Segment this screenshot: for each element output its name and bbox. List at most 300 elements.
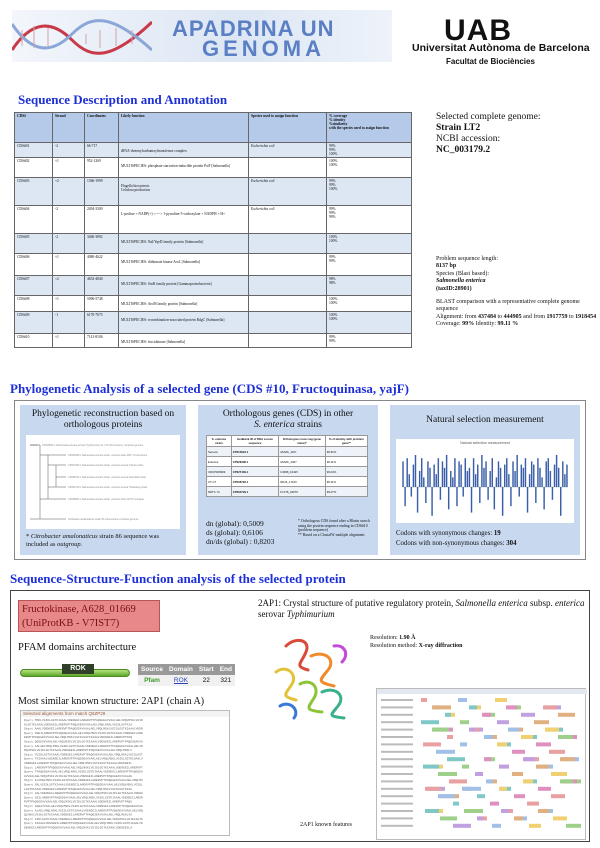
alignment-line: Sbjct LARERVPTPAQGGEAVVAALAELVRQLMSKLVGIDLGGTKIAAALVDENGEILARERVPT	[24, 766, 143, 770]
cell-function: MULTISPECIES: AroM family protein [Salmonella]	[119, 296, 249, 312]
cell-species: Escherichia coli	[249, 178, 327, 206]
cell-strand: +2	[53, 276, 85, 296]
ortho-row	[207, 477, 368, 487]
ortho-cell: F7A78_04975	[279, 487, 326, 497]
cell-coordinates: 6170-7075	[85, 312, 119, 334]
selection-bar	[496, 477, 497, 487]
similar-structure: Most similar known structure: 2AP1 (chain A)	[18, 696, 205, 707]
align-b2: 1918454	[575, 313, 597, 320]
alignment-line: Query NGEILARERVPTPAQGGEAVVAALAELVRQLMSKLVGIDLGGTKIAAALVDENGEILARE	[24, 731, 143, 735]
percentage-value: 99%	[329, 148, 336, 152]
ortho-cell: 99.91%	[325, 447, 367, 457]
pfam-col-header: End	[217, 664, 235, 675]
cell-cds: CDS#06	[15, 254, 53, 276]
ortho-cell: CP036702.1	[231, 477, 278, 487]
selection-bar	[556, 455, 557, 487]
feature-track-label	[381, 773, 413, 775]
col-header: Coordinates	[85, 113, 119, 143]
nonsyn-count: 304	[506, 540, 517, 547]
phylo-tree-box	[20, 405, 186, 555]
ortho-col-header: % of identity with problem gene**	[325, 436, 367, 447]
feature-track-mark	[438, 772, 457, 776]
alignment-line: Query TPAQGGEAVVAALAELVRQLMSKLVGIDLGGTKIAAALVDENGEILARERVPTPAQGGEA	[24, 770, 143, 774]
feature-track-mark	[499, 765, 509, 769]
ortho-cell: Serovar	[207, 447, 232, 457]
selection-bar	[475, 474, 476, 487]
feature-track-label	[381, 795, 413, 797]
alignment-text-figure	[21, 717, 230, 833]
feature-track-mark	[560, 779, 573, 783]
feature-track-mark	[447, 757, 465, 761]
cell-percentages	[327, 234, 412, 254]
selection-bar	[438, 458, 439, 487]
cell-function: MULTISPECIES: NaI/YqeD family protein [Salmonella]	[119, 234, 249, 254]
cell-percentages	[327, 296, 412, 312]
col-header: CDS#	[15, 113, 53, 143]
table-row	[15, 143, 412, 158]
selection-bar	[550, 471, 551, 487]
feature-track-label	[381, 706, 413, 708]
alignment-line: Query KIAAALVDENGEILARERVPTPAQGGEAVVAALAELVRQLMSKLVGIDLGGTKIAAALVD	[24, 822, 143, 826]
section-title-seq-desc: Sequence Description and Annotation	[18, 92, 228, 107]
accession: NC_003179.2	[436, 145, 491, 155]
taxid: (taxID:28901)	[436, 285, 472, 292]
ortho-cell: CP026308.1	[231, 457, 278, 467]
feature-track-mark	[560, 757, 575, 761]
feature-track-mark	[538, 787, 551, 791]
feature-track-label	[381, 803, 413, 805]
feature-track-mark	[423, 742, 441, 746]
selection-bar	[510, 487, 511, 506]
svg-text:CP015924.1 Salmonella enterica: CP015924.1 Salmonella enterica serovar Typhimurium str. LT2 chromosome, complete genome	[42, 444, 144, 447]
ncbi-label: NCBI accession:	[436, 134, 501, 144]
feature-track-mark	[534, 720, 549, 724]
cell-coordinates: 4080-4622	[85, 254, 119, 276]
pfam-end: 321	[217, 675, 235, 686]
feature-track-mark	[549, 750, 565, 754]
ds-value: ds (global): 0,6106	[206, 528, 263, 537]
feature-track-mark	[499, 787, 507, 791]
syn-count: 19	[493, 530, 501, 537]
percentage-value: 100%	[329, 187, 338, 191]
feature-track-mark	[536, 742, 551, 746]
natural-selection-box	[390, 405, 580, 555]
selection-bar	[527, 487, 528, 513]
svg-text:Citrobacter amalonaticus strai: Citrobacter amalonaticus strain 86 chromosome complete genome	[68, 518, 139, 521]
feature-track-mark	[477, 794, 485, 798]
feature-track-label	[381, 817, 413, 819]
alignment-line: AVVAALAELVRQLMSKLVGIDLGGTKIAAALVDENGEILARERVPTPAQGGEAVVAALAE	[24, 774, 133, 778]
feature-track-mark	[469, 705, 477, 709]
nonsynonymous-line: Codons with non-synonymous changes: 304	[396, 540, 517, 547]
selection-bar	[552, 487, 553, 500]
feature-track-mark	[425, 809, 439, 813]
problem-length: 8137 bp	[436, 263, 457, 270]
align-a1: 437484	[478, 313, 496, 320]
selection-bar	[543, 487, 544, 509]
selection-bar	[442, 461, 443, 487]
percentage-value: 100%	[329, 313, 338, 317]
ortho-cell: 99.11%	[325, 477, 367, 487]
feature-track-label	[381, 714, 413, 716]
apadrina-banner	[12, 10, 392, 62]
selection-bar	[521, 465, 522, 487]
percentage-value: 99%	[329, 207, 336, 211]
phylo-tree-note: * Citrobacter amalonaticus strain 86 sequence was included as outgroup.	[26, 533, 159, 548]
selection-bar	[500, 468, 501, 487]
selection-bar	[440, 487, 441, 500]
feature-track-label	[381, 810, 413, 812]
alignment-line: Query SKLVGIDLGGTKIAAALVDENGEILARERVPTPAQGGEAVVAALAELVRQLMSKLVGIDL	[24, 783, 143, 787]
feature-track-label	[381, 699, 413, 701]
features-viewer	[376, 688, 586, 840]
feature-track-mark	[566, 824, 581, 828]
ortho-cell: CP064729.1	[231, 487, 278, 497]
selection-bar	[560, 487, 561, 516]
pfam-col-header: Source	[138, 664, 166, 675]
cell-coordinates: 7141-8106	[85, 334, 119, 348]
dna-helix-icon	[12, 10, 152, 62]
faculty-name: Facultat de Biociències	[446, 57, 535, 66]
table-row	[15, 206, 412, 234]
selection-bar	[421, 458, 422, 487]
selection-bar	[431, 487, 432, 516]
table-row	[15, 158, 412, 178]
ortho-cell: CP015924.1	[231, 447, 278, 457]
feature-track-mark	[551, 772, 567, 776]
dnds-value: dn/ds (global) : 0,8203	[206, 537, 275, 546]
selection-bar	[512, 461, 513, 487]
selection-bar	[444, 468, 445, 487]
alignment-line: Alignment: from 437484 to 444905 and from 1917759 to 1918454	[436, 313, 597, 320]
cell-strand: -1	[53, 312, 85, 334]
table-header-row	[15, 113, 412, 143]
alignment-line: Sbjct AALVDENGEILARERVPTPAQGGEAVVAALAELVRQLMSKLVGIDLGGTKIAAALVDENG	[24, 792, 143, 796]
selection-bar	[483, 468, 484, 487]
feature-track-mark	[453, 802, 459, 806]
cell-function: MULTISPECIES: SinR family protein [Gammaproteobacteria]	[119, 276, 249, 296]
alignment-line: Sbjct VGIDLGGTKIAAALVDENGEILARERVPTPAQGGEAVVAALAELVRQLMSKLVGIDLGGT	[24, 753, 143, 757]
feature-track-mark	[490, 802, 499, 806]
feature-track-label	[381, 736, 413, 738]
selection-bar	[516, 455, 517, 487]
strain: Strain LT2	[436, 123, 481, 133]
feature-track-mark	[464, 809, 483, 813]
features-label: 2AP1 known features	[300, 822, 352, 828]
selection-bar	[458, 461, 459, 487]
uniprot-id: (UniProtKB - V7IST7)	[22, 618, 120, 629]
feature-track-mark	[423, 765, 439, 769]
cell-species: Escherichia coli	[249, 143, 327, 158]
table-row	[15, 312, 412, 334]
feature-track-label	[381, 721, 413, 723]
table-row	[15, 178, 412, 206]
selection-bar	[471, 487, 472, 513]
col-header: % coverage % identity %similarity with the species used to assign function	[327, 113, 412, 143]
section-title-ssf: Sequence-Structure-Function analysis of the selected protein	[10, 571, 346, 586]
cell-function: MULTISPECIES: fructokinase [Salmonella]	[119, 334, 249, 348]
cell-percentages	[327, 143, 412, 158]
ortho-cell: CRCP009999	[207, 467, 232, 477]
align-b1: 1917759	[546, 313, 568, 320]
feature-track-mark	[495, 698, 507, 702]
alignment-line: ERVPTPAQGGEAVVAALAELVRQLMSKLVGIDLGGTKIAAALVDENGEILARERVPTPAQ	[24, 736, 133, 740]
feature-track-mark	[536, 765, 549, 769]
selection-bar	[473, 458, 474, 487]
pfam-title: PFAM domains architecture	[18, 642, 137, 653]
feature-track-mark	[521, 735, 533, 739]
feature-track-mark	[421, 698, 427, 702]
cell-strand: +1	[53, 296, 85, 312]
cell-species	[249, 312, 327, 334]
selection-bar	[523, 468, 524, 487]
feature-track-mark	[436, 750, 455, 754]
percentage-value: 99%	[329, 183, 336, 187]
percentage-value: 99%	[329, 255, 336, 259]
feature-track-mark	[538, 809, 549, 813]
alignment-line: QLMSKLVGIDLGGTKIAAALVDENGEILARERVPTPAQGGEAVVAALAELVRQLMSKLVG	[24, 813, 133, 817]
cell-coordinates: 5096-5748	[85, 296, 119, 312]
percentage-value: 100%	[329, 301, 338, 305]
protein-structure-image	[256, 626, 366, 726]
alignment-viewer	[20, 710, 230, 836]
table-row	[15, 276, 412, 296]
selection-bar	[469, 468, 470, 487]
cell-coordinates: 952-1269	[85, 158, 119, 178]
feature-track-mark	[497, 742, 507, 746]
feature-track-mark	[512, 772, 523, 776]
selection-bar	[566, 465, 567, 487]
feature-track-mark	[527, 802, 539, 806]
selection-bar	[427, 461, 428, 487]
problem-length-label: Problem sequence length:	[436, 256, 498, 262]
cell-cds: CDS#05	[15, 234, 53, 254]
feature-track-mark	[523, 779, 533, 783]
selection-bar	[535, 487, 536, 503]
selection-bar	[562, 461, 563, 487]
cell-percentages	[327, 334, 412, 348]
feature-track-mark	[460, 742, 467, 746]
feature-track-mark	[484, 735, 493, 739]
selection-bar	[485, 461, 486, 487]
selection-bar	[423, 477, 424, 487]
protein-name-box	[18, 600, 160, 632]
blast-info	[436, 256, 598, 329]
selection-bar	[479, 487, 480, 503]
selection-bar	[548, 458, 549, 487]
cell-cds: CDS#10	[15, 334, 53, 348]
selection-chart-frame	[396, 439, 574, 523]
selection-bar	[502, 487, 503, 516]
ortho-cell: 99.04%	[325, 467, 367, 477]
selection-bar	[404, 487, 405, 506]
natural-selection-title: Natural selection measurement	[426, 415, 544, 425]
alignment-line: Sbjct AAALVDENGEILARERVPTPAQGGEAVVAALAELVRQLMSKLVGIDLGGTKIAAALVDEN	[24, 727, 143, 731]
table-row	[15, 296, 412, 312]
banner-line1: APADRINA UN	[172, 16, 335, 41]
cell-strand: -2	[53, 206, 85, 234]
features-track-figure	[377, 689, 587, 841]
cell-strand: +1	[53, 158, 85, 178]
feature-track-mark	[440, 816, 457, 820]
feature-track-mark	[523, 757, 535, 761]
resolution: 1.90 Å	[399, 635, 416, 641]
selection-bar	[436, 474, 437, 487]
cell-strand: -2	[53, 234, 85, 254]
feature-track-mark	[486, 779, 493, 783]
cell-percentages	[327, 206, 412, 234]
selection-bar	[487, 487, 488, 500]
selection-bar	[519, 487, 520, 497]
orthologs-box	[198, 405, 378, 555]
cell-cds: CDS#09	[15, 312, 53, 334]
banner-line2: GENOMA	[202, 36, 325, 61]
col-header: Strand	[53, 113, 85, 143]
selection-bar	[462, 487, 463, 497]
feature-track-mark	[421, 720, 439, 724]
pfam-source: Pfam	[138, 675, 166, 686]
method-line: Resolution method: X-ray diffraction	[370, 643, 463, 649]
percentage-value: 98%	[329, 277, 336, 281]
alignment-line: RQLMSKLVGIDLGGTKIAAALVDENGEILARERVPTPAQGGEAVVAALAELVRQLMSKLV	[24, 749, 133, 753]
selection-bar	[481, 455, 482, 487]
selection-bar	[429, 468, 430, 487]
cell-cds: CDS#01	[15, 143, 53, 158]
alignment-line: Query GEILARERVPTPAQGGEAVVAALAELVRQLMSKLVGIDLGGTKIAAALVDENGEILARER	[24, 796, 143, 800]
cell-function: MULTISPECIES: phosphate starvation-inducible protein PsiF [Salmonella]	[119, 158, 249, 178]
feature-track-mark	[469, 728, 475, 732]
ortho-cell: Enterica	[207, 457, 232, 467]
orthologs-title: Orthologous genes (CDS) in other S. enterica strains	[222, 409, 354, 430]
selection-bar	[465, 458, 466, 487]
selection-bar	[506, 458, 507, 487]
selection-bar	[533, 465, 534, 487]
feature-track-mark	[482, 713, 491, 717]
dn-value: dn (global): 0,5009	[206, 519, 264, 528]
selection-bar	[525, 458, 526, 487]
phylo-tree-figure	[26, 435, 180, 529]
cell-coordinates: 66-717	[85, 143, 119, 158]
cell-percentages	[327, 178, 412, 206]
cell-species	[249, 158, 327, 178]
species-label: Species (Blast based):	[436, 270, 489, 277]
cell-cds: CDS#03	[15, 178, 53, 206]
rok-domain-badge: ROK	[62, 664, 94, 674]
selection-bar	[467, 471, 468, 487]
cell-strand: +1	[53, 254, 85, 276]
pfam-start: 22	[196, 675, 217, 686]
cell-strand: -2	[53, 143, 85, 158]
selection-bar	[406, 458, 407, 487]
feature-track-mark	[543, 705, 557, 709]
selection-chart	[396, 447, 574, 523]
cell-function: Flagella biosyntesis Celulosa production	[119, 178, 249, 206]
cell-percentages	[327, 276, 412, 296]
ortho-cell: 99.07%	[325, 487, 367, 497]
cell-percentages	[327, 158, 412, 178]
alignment-header: Selected alignments from match Q6ZP29	[21, 711, 229, 717]
feature-track-mark	[432, 705, 451, 709]
feature-track-mark	[492, 824, 501, 828]
codon-changes	[396, 529, 576, 549]
feature-track-mark	[462, 765, 469, 769]
percentage-value: 100%	[329, 239, 338, 243]
selection-bar	[489, 471, 490, 487]
features-toolbar	[377, 689, 587, 694]
ortho-cell: A6A6K_1167	[279, 447, 326, 457]
feature-track-mark	[514, 816, 523, 820]
selection-bar	[409, 474, 410, 487]
synonymous-line: Codons with synonymous changes: 19	[396, 530, 501, 537]
col-header: Species used to assign function	[249, 113, 327, 143]
feature-track-mark	[497, 720, 509, 724]
percentage-value: 99%	[329, 144, 336, 148]
feature-track-mark	[458, 698, 467, 702]
ortho-cell: ND16_17100	[279, 477, 326, 487]
ortho-cell: CT-CT	[207, 477, 232, 487]
ortho-cell: A6A6K_2407	[279, 457, 326, 467]
cell-strand: +2	[53, 178, 85, 206]
feature-track-label	[381, 758, 413, 760]
cell-function: MULTISPECIES: recombination-associated protein RdgC [Salmonella]	[119, 312, 249, 334]
coverage: 99%	[462, 321, 475, 328]
cell-coordinates: 3460-3892	[85, 234, 119, 254]
table-row	[15, 254, 412, 276]
alignment-line: Sbjct QGGEAVVAALAELVRQLMSKLVGIDLGGTKIAAALVDENGEILARERVPTPAQGGEAVVA	[24, 740, 143, 744]
feature-track-mark	[558, 713, 575, 717]
selection-bar	[554, 465, 555, 487]
align-a2: 444905	[503, 313, 522, 320]
feature-track-mark	[453, 824, 471, 828]
cell-percentages	[327, 254, 412, 276]
svg-text:CP026308.1 Salmonella enterica: CP026308.1 Salmonella enterica subsp. enterica strain RM 7 chromosome	[68, 454, 148, 457]
percentage-value: 100%	[329, 317, 338, 321]
selection-bar	[417, 487, 418, 513]
ortho-col-header: Orthologous locus tag (gene name)*	[279, 436, 326, 447]
selection-bar	[460, 465, 461, 487]
selection-bar	[415, 455, 416, 487]
ortho-cell: CP027409.1	[231, 467, 278, 477]
selection-bar	[498, 461, 499, 487]
cell-percentages	[327, 312, 412, 334]
selection-bar	[402, 461, 403, 487]
cell-coordinates: 1366-1999	[85, 178, 119, 206]
svg-text:CP027409.1 Salmonella enterica: CP027409.1 Salmonella enterica subsp. enterica serovar Infantis strain	[68, 464, 144, 467]
ortho-footnotes: * Orthologous CDS found after a Blastn search using the protein sequence ending in CDS#10 (problem sequence) ** Based on a ClustalW multiple alignment.	[298, 519, 370, 537]
ortho-row	[207, 447, 368, 457]
orthologs-table	[206, 435, 368, 497]
genome-label: Selected complete genome:	[436, 112, 541, 122]
alignment-line: Query TKIAAALVDENGEILARERVPTPAQGGEAVVAALAELVRQLMSKLVGIDLGGTKIAAALV	[24, 757, 143, 761]
pfam-table	[138, 664, 235, 686]
table-row	[15, 334, 412, 348]
cell-function: L-proline + NADP(+) <----> 1-pyrroline-5-carboxylate + NADPH + H+	[119, 206, 249, 234]
selection-bar	[558, 468, 559, 487]
feature-track-label	[381, 788, 413, 790]
dnds-values	[206, 519, 296, 546]
alignment-line: Sbjct ELVRQLMSKLVGIDLGGTKIAAALVDENGEILARERVPTPAQGGEAVVAALAELVRQLMS	[24, 779, 143, 783]
selection-bar	[419, 471, 420, 487]
feature-track-label	[381, 743, 413, 745]
percentage-value: 98%	[329, 281, 336, 285]
cell-species: Escherichia coli	[249, 206, 327, 234]
ortho-cell: 99.11%	[325, 457, 367, 467]
selection-bar	[539, 468, 540, 487]
pfam-domain-link[interactable]: ROK	[166, 675, 196, 686]
alignment-line: Query MSKLVGIDLGGTKIAAALVDENGEILARERVPTPAQGGEAVVAALAELVRQLMSKLVGID	[24, 719, 143, 723]
sequence-annotation-table	[14, 112, 412, 348]
percentage-value: 99%	[329, 215, 336, 219]
